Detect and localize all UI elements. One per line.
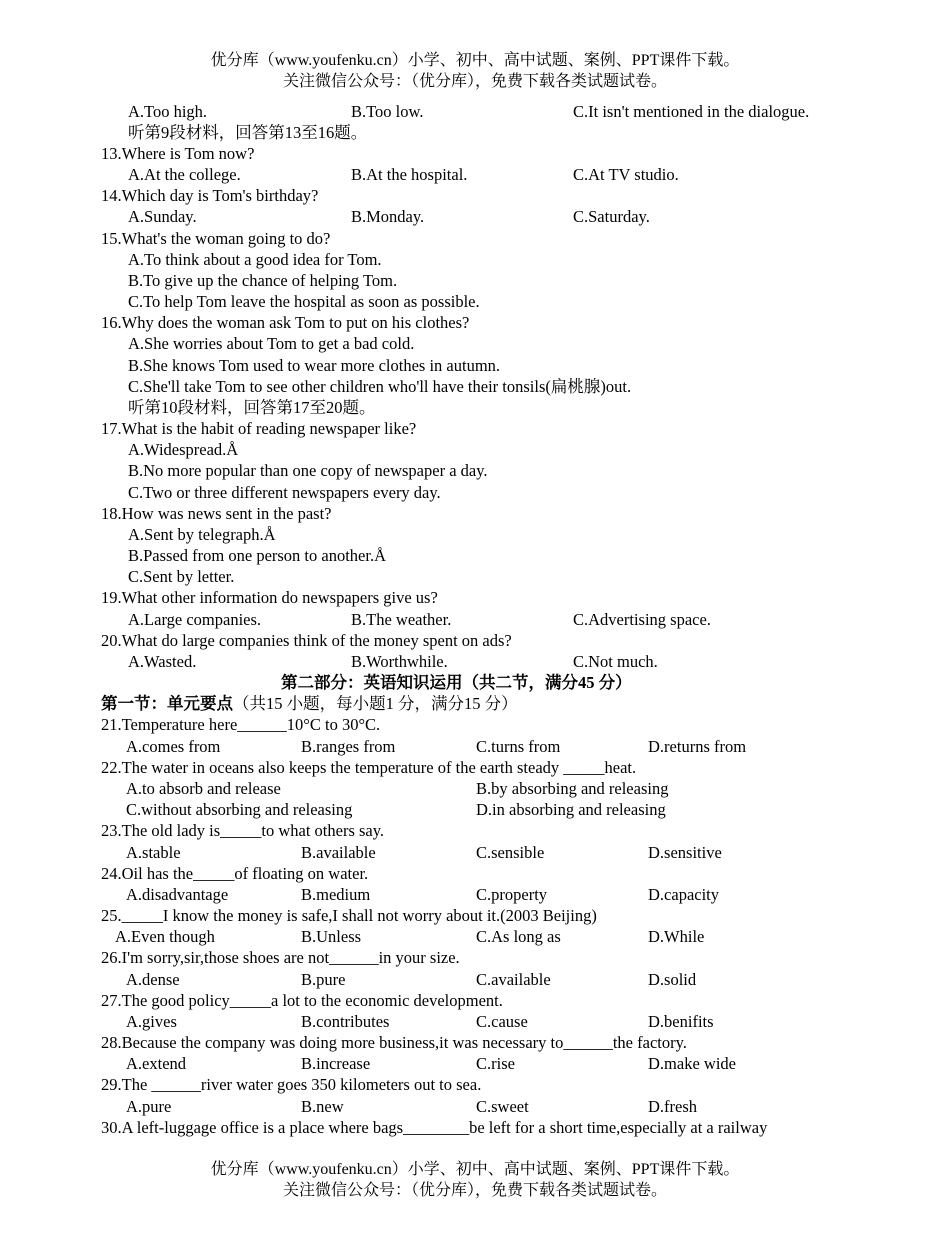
page-header-line-2: 关注微信公众号：（优分库），免费下载各类试题试卷。 <box>282 73 667 90</box>
q14-text: 14.Which day is Tom's birthday? <box>101 186 319 205</box>
q16-option-b: B.She knows Tom used to wear more clothes in autumn. <box>128 356 501 375</box>
q24-text: 24.Oil has the_____of floating on water. <box>101 864 369 883</box>
page-footer-line-2: 关注微信公众号：（优分库），免费下载各类试题试卷。 <box>282 1182 667 1199</box>
q26-option-c: C.available <box>476 970 551 989</box>
q28-option-a: A.extend <box>126 1054 187 1073</box>
listening-instruction-10: 听第10段材料，回答第17至20题。 <box>128 398 376 417</box>
q19-option-c: C.Advertising space. <box>573 610 711 629</box>
q17-text: 17.What is the habit of reading newspaper like? <box>101 419 417 438</box>
q17-option-a: A.Widespread.Å <box>128 440 239 459</box>
q26-option-b: B.pure <box>301 970 346 989</box>
q24-option-a: A.disadvantage <box>126 885 229 904</box>
q14-option-a: A.Sunday. <box>128 207 197 226</box>
listening-instruction-9: 听第9段材料，回答第13至16题。 <box>128 123 368 142</box>
q13-option-c: C.At TV studio. <box>573 165 679 184</box>
q20-option-c: C.Not much. <box>573 652 658 671</box>
q14-option-b: B.Monday. <box>351 207 425 226</box>
q12-option-c: C.It isn't mentioned in the dialogue. <box>573 102 810 121</box>
q15-option-b: B.To give up the chance of helping Tom. <box>128 271 398 290</box>
q23-text: 23.The old lady is_____to what others say. <box>101 821 385 840</box>
q12-option-b: B.Too low. <box>351 102 424 121</box>
q15-option-c: C.To help Tom leave the hospital as soon as possible. <box>128 292 480 311</box>
q16-text: 16.Why does the woman ask Tom to put on his clothes? <box>101 313 470 332</box>
q25-option-b: B.Unless <box>301 927 362 946</box>
q19-option-a: A.Large companies. <box>128 610 262 629</box>
q29-option-d: D.fresh <box>648 1097 698 1116</box>
q29-option-b: B.new <box>301 1097 344 1116</box>
q18-option-a: A.Sent by telegraph.Å <box>128 525 276 544</box>
q22-option-b: B.by absorbing and releasing <box>476 779 669 798</box>
q25-option-a: A.Even though <box>115 927 215 946</box>
q15-text: 15.What's the woman going to do? <box>101 229 331 248</box>
q13-text: 13.Where is Tom now? <box>101 144 255 163</box>
q29-option-a: A.pure <box>126 1097 172 1116</box>
q20-option-a: A.Wasted. <box>128 652 197 671</box>
q25-option-d: D.While <box>648 927 705 946</box>
q27-option-b: B.contributes <box>301 1012 390 1031</box>
q13-option-b: B.At the hospital. <box>351 165 468 184</box>
q18-option-c: C.Sent by letter. <box>128 567 235 586</box>
q25-text: 25._____I know the money is safe,I shall not worry about it.(2003 Beijing) <box>101 906 597 925</box>
q23-option-b: B.available <box>301 843 376 862</box>
q22-option-c: C.without absorbing and releasing <box>126 800 353 819</box>
section-one-title: 第一节：单元要点 <box>101 694 233 713</box>
page-footer-line-1: 优分库（www.youfenku.cn）小学、初中、高中试题、案例、PPT课件下载。 <box>210 1161 740 1178</box>
q27-option-c: C.cause <box>476 1012 528 1031</box>
q23-option-d: D.sensitive <box>648 843 722 862</box>
q26-option-a: A.dense <box>126 970 180 989</box>
q28-option-c: C.rise <box>476 1054 515 1073</box>
section-one-note: （共15 小题，每小题1 分，满分15 分） <box>233 694 518 713</box>
q19-text: 19.What other information do newspapers give us? <box>101 588 438 607</box>
q15-option-a: A.To think about a good idea for Tom. <box>128 250 382 269</box>
q20-option-b: B.Worthwhile. <box>351 652 448 671</box>
q27-option-a: A.gives <box>126 1012 177 1031</box>
q24-option-d: D.capacity <box>648 885 720 904</box>
q13-option-a: A.At the college. <box>128 165 241 184</box>
q26-option-d: D.solid <box>648 970 697 989</box>
q21-option-c: C.turns from <box>476 737 561 756</box>
page-header-line-1: 优分库（www.youfenku.cn）小学、初中、高中试题、案例、PPT课件下载。 <box>210 52 740 69</box>
q21-option-d: D.returns from <box>648 737 747 756</box>
q16-option-a: A.She worries about Tom to get a bad cold. <box>128 334 415 353</box>
q24-option-c: C.property <box>476 885 548 904</box>
q29-option-c: C.sweet <box>476 1097 529 1116</box>
q22-text: 22.The water in oceans also keeps the temperature of the earth steady _____heat. <box>101 758 637 777</box>
q19-option-b: B.The weather. <box>351 610 452 629</box>
q17-option-c: C.Two or three different newspapers every day. <box>128 483 441 502</box>
q22-option-a: A.to absorb and release <box>126 779 281 798</box>
q14-option-c: C.Saturday. <box>573 207 650 226</box>
q28-option-d: D.make wide <box>648 1054 736 1073</box>
q16-option-c: C.She'll take Tom to see other children who'll have their tonsils(扁桃腺)out. <box>128 377 632 396</box>
q21-option-b: B.ranges from <box>301 737 396 756</box>
q21-text: 21.Temperature here______10°C to 30°C. <box>101 715 381 734</box>
q23-option-c: C.sensible <box>476 843 545 862</box>
q28-option-b: B.increase <box>301 1054 371 1073</box>
q18-text: 18.How was news sent in the past? <box>101 504 332 523</box>
q21-option-a: A.comes from <box>126 737 221 756</box>
q26-text: 26.I'm sorry,sir,those shoes are not______in your size. <box>101 948 460 967</box>
q20-text: 20.What do large companies think of the money spent on ads? <box>101 631 512 650</box>
part-two-title: 第二部分：英语知识运用（共二节，满分45 分） <box>281 673 632 692</box>
q23-option-a: A.stable <box>126 843 181 862</box>
q29-text: 29.The ______river water goes 350 kilometers out to sea. <box>101 1075 482 1094</box>
q25-option-c: C.As long as <box>476 927 561 946</box>
q17-option-b: B.No more popular than one copy of newspaper a day. <box>128 461 488 480</box>
q18-option-b: B.Passed from one person to another.Å <box>128 546 386 565</box>
q24-option-b: B.medium <box>301 885 371 904</box>
q28-text: 28.Because the company was doing more business,it was necessary to______the factory. <box>101 1033 687 1052</box>
q27-text: 27.The good policy_____a lot to the economic development. <box>101 991 503 1010</box>
q12-option-a: A.Too high. <box>128 102 208 121</box>
section-one-heading <box>101 693 518 714</box>
q22-option-d: D.in absorbing and releasing <box>476 800 666 819</box>
q30-text: 30.A left-luggage office is a place where bags________be left for a short time,especially at a railway <box>101 1118 768 1137</box>
q27-option-d: D.benifits <box>648 1012 714 1031</box>
